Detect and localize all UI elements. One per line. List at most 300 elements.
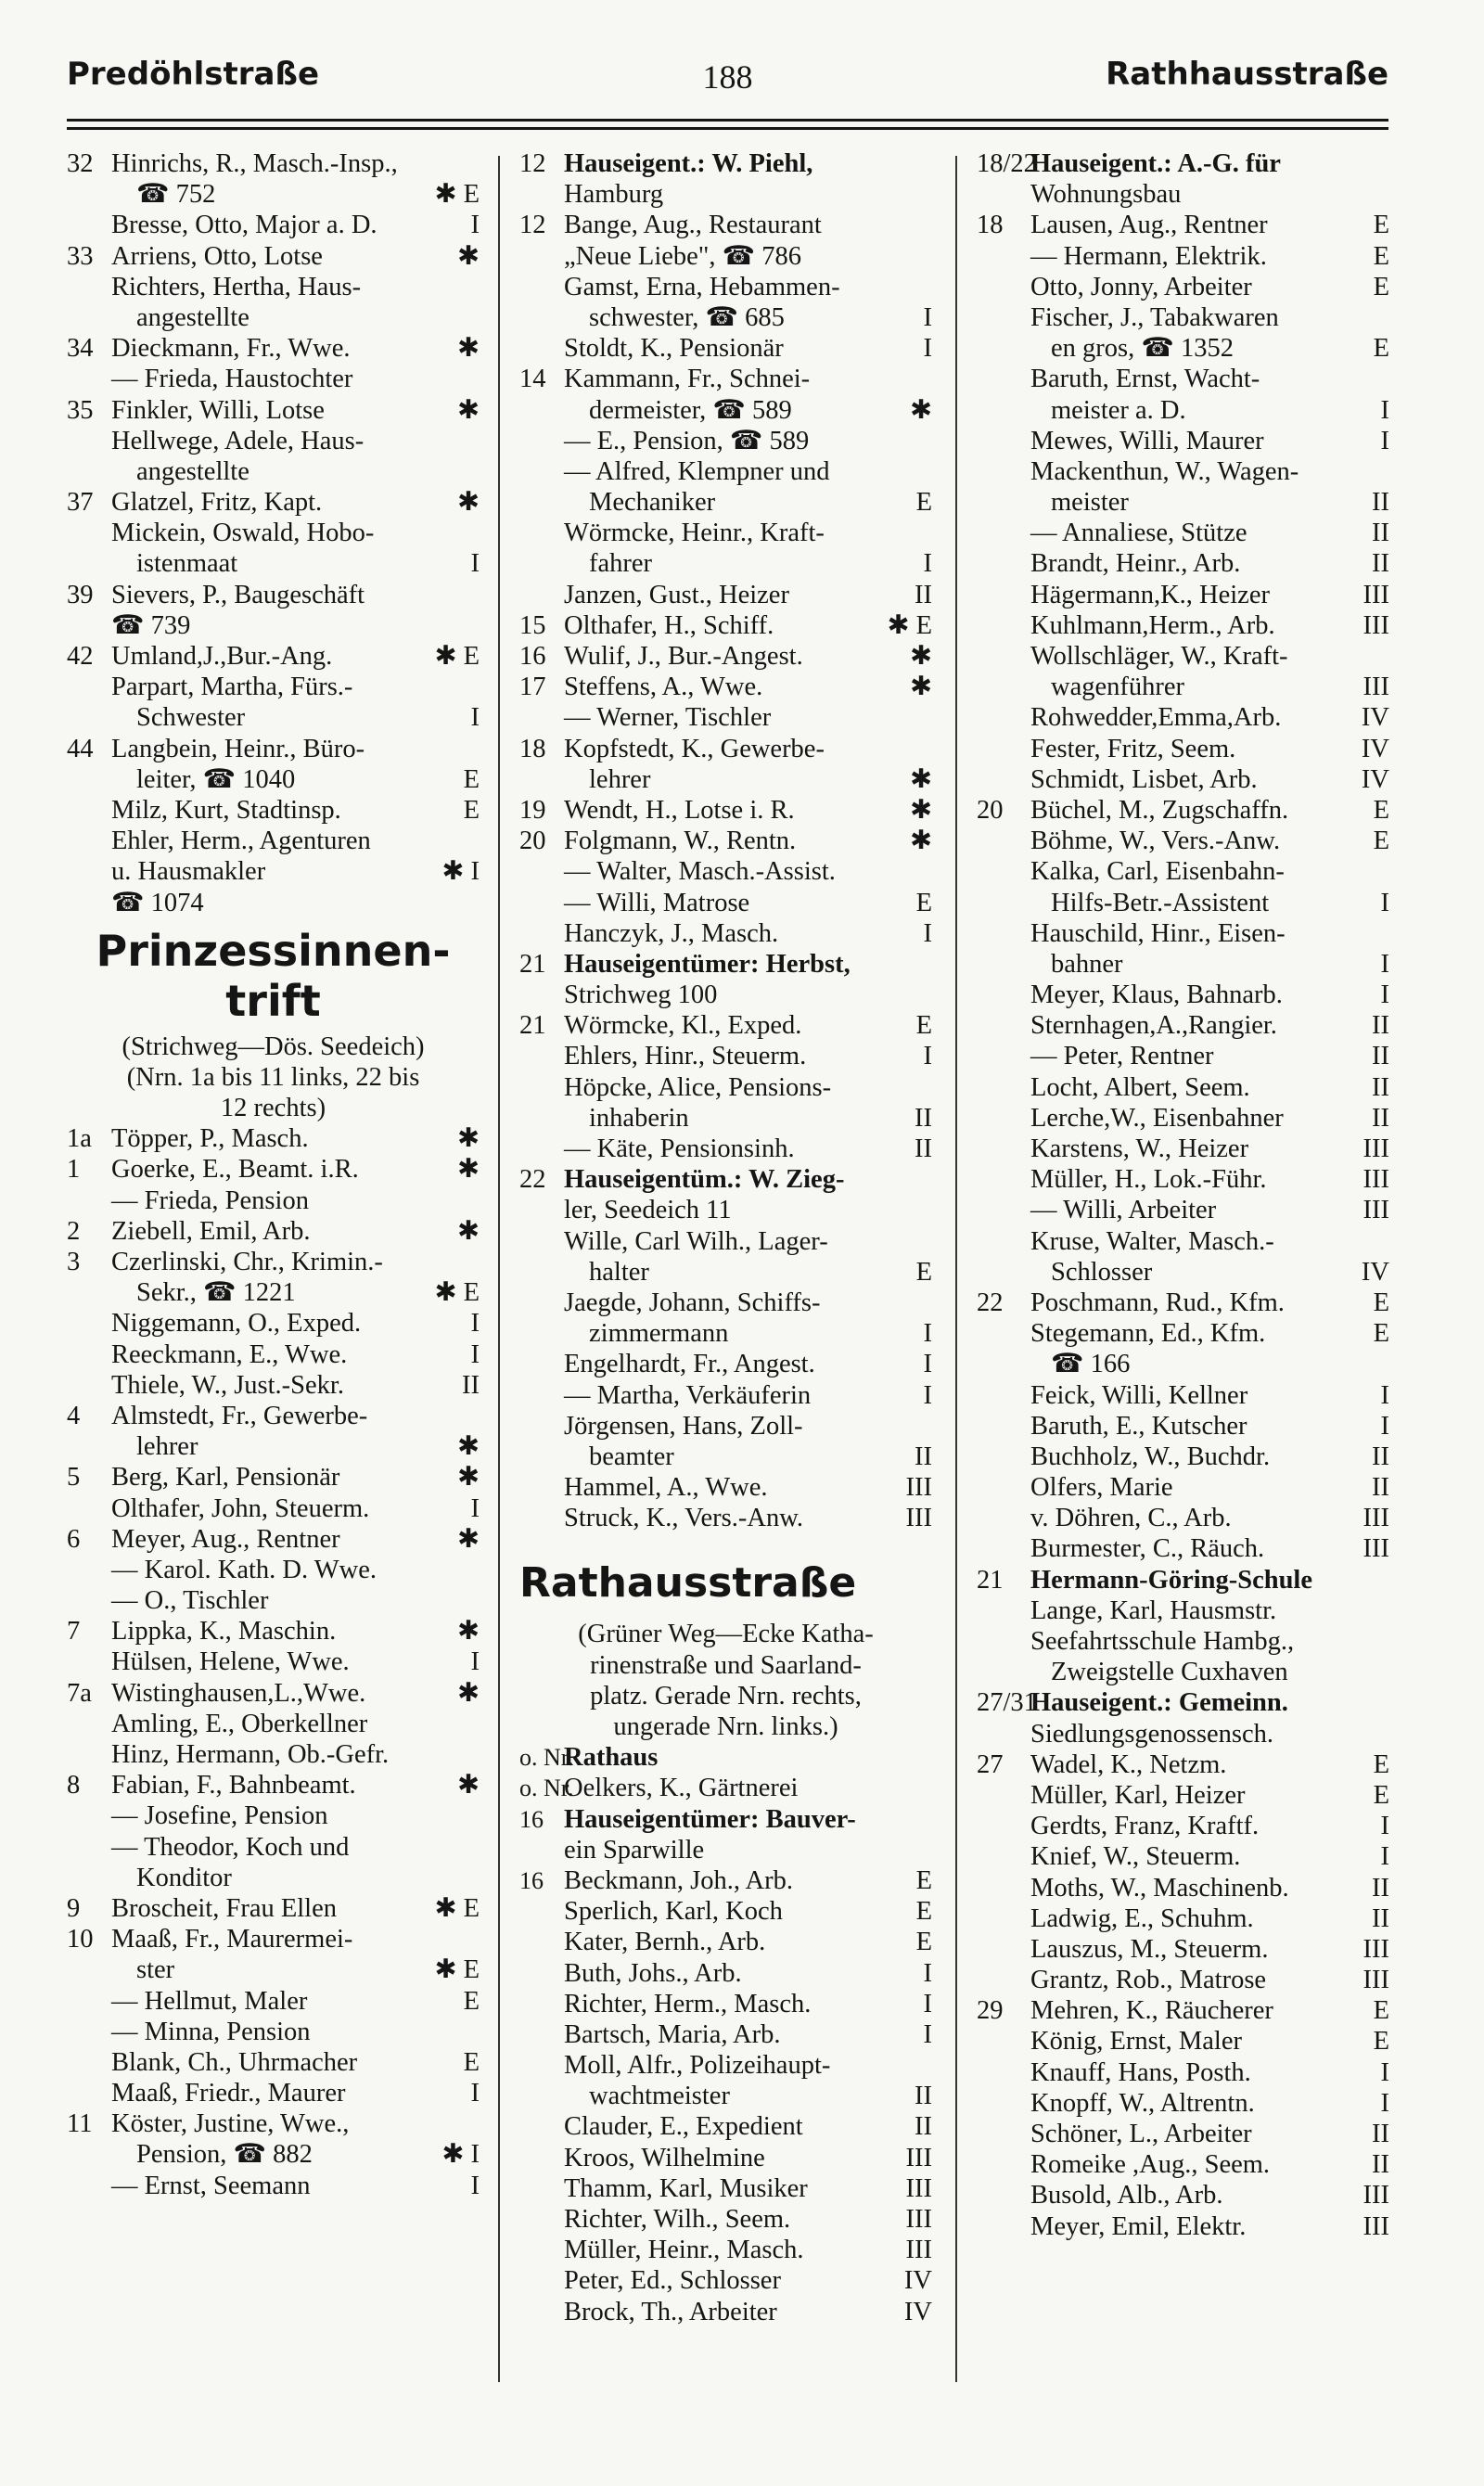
entry-text: Lerche,W., Eisenbahner [1030, 1103, 1284, 1133]
directory-entry [977, 826, 1389, 856]
directory-entry [67, 1247, 480, 1277]
floor-marker: II [915, 2112, 932, 2142]
directory-entry [67, 2171, 480, 2201]
section-description: (Strichweg—Dös. Seedeich) [122, 1032, 425, 1061]
floor-marker: E [463, 1986, 480, 2016]
section-description: (Grüner Weg—Ecke Katha- [578, 1620, 874, 1649]
entry-text: Wadel, K., Netzm. [1030, 1749, 1227, 1779]
entry-list [67, 148, 480, 918]
floor-marker: III [905, 1473, 932, 1503]
directory-entry [977, 1318, 1389, 1349]
floor-marker: I [1380, 426, 1389, 455]
directory-entry [977, 1503, 1389, 1533]
floor-marker: I [1380, 949, 1389, 979]
directory-entry [67, 1308, 480, 1339]
entry-text: Hülsen, Helene, Wwe. [111, 1647, 350, 1677]
entry-text: — Käte, Pensionsinh. [564, 1134, 795, 1163]
entry-text: — Walter, Masch.-Assist. [564, 857, 836, 887]
floor-marker: I [1380, 1380, 1389, 1410]
floor-marker: ✱ [457, 1524, 480, 1554]
directory-entry [519, 888, 932, 918]
floor-marker: I [923, 918, 932, 948]
floor-marker: III [1362, 1196, 1389, 1225]
house-number: 33 [67, 241, 94, 271]
directory-entry [67, 1462, 480, 1493]
entry-text: ler, Seedeich 11 [564, 1196, 732, 1225]
floor-marker: I [470, 549, 480, 579]
floor-marker: II [1372, 1442, 1389, 1471]
entry-text: Steffens, A., Wwe. [564, 673, 763, 702]
column-divider [955, 156, 957, 2382]
floor-marker: ✱ [457, 1432, 480, 1462]
floor-marker: I [923, 1042, 932, 1071]
house-number: 12 [519, 149, 546, 178]
directory-entry [977, 764, 1389, 795]
directory-entry [519, 980, 932, 1010]
directory-entry [67, 1216, 480, 1247]
entry-text: — Willi, Matrose [564, 888, 750, 917]
entry-text: — Hermann, Elektrik. [1030, 241, 1267, 271]
directory-entry [519, 2081, 932, 2111]
house-number: 5 [67, 1463, 81, 1493]
entry-text: Olthafer, John, Steuerm. [111, 1493, 370, 1523]
directory-entry [977, 1657, 1389, 1687]
floor-marker: II [915, 580, 932, 609]
directory-entry [519, 795, 932, 826]
entry-text: lehrer [136, 1432, 198, 1462]
entry-text: Baruth, Ernst, Wacht- [1030, 365, 1260, 394]
directory-entry [519, 764, 932, 795]
floor-marker: I [923, 302, 932, 332]
floor-marker: III [1362, 610, 1389, 640]
entry-text: Wollschläger, W., Kraft- [1030, 642, 1288, 671]
header-rule [67, 127, 1388, 130]
entry-text: Schlosser [1051, 1257, 1153, 1287]
house-number: 7 [67, 1617, 81, 1647]
directory-entry [67, 1893, 480, 1924]
floor-marker: I [470, 2079, 480, 2108]
entry-text: Folgmann, W., Rentn. [564, 827, 797, 856]
directory-entry [67, 1185, 480, 1216]
directory-entry [519, 1411, 932, 1442]
entry-text: Wohnungsbau [1030, 180, 1182, 210]
directory-entry [977, 1965, 1389, 1995]
entry-text: Jaegde, Johann, Schiffs- [564, 1288, 821, 1317]
floor-marker: ✱ E [434, 1955, 480, 1985]
entry-text: Kruse, Walter, Masch.- [1030, 1226, 1274, 1256]
floor-marker: IV [1361, 734, 1389, 763]
directory-entry [977, 580, 1389, 610]
floor-marker: ✱ E [434, 642, 480, 671]
entry-text: Beckmann, Joh., Arb. [564, 1865, 793, 1895]
entry-text: Müller, H., Lok.-Führ. [1030, 1165, 1267, 1195]
floor-marker: ✱ [457, 1124, 480, 1154]
floor-marker: III [1362, 1934, 1389, 1964]
entry-text: angestellte [136, 456, 249, 486]
entry-text: Rathaus [564, 1743, 659, 1773]
floor-marker: III [1362, 2211, 1389, 2241]
entry-text: Bange, Aug., Restaurant [564, 211, 822, 240]
directory-entry [977, 918, 1389, 949]
directory-entry [977, 734, 1389, 764]
house-number: 27 [977, 1749, 1004, 1779]
directory-entry [67, 610, 480, 641]
floor-marker: I [470, 1339, 480, 1369]
house-number: 21 [977, 1565, 1004, 1595]
floor-marker: I [923, 1958, 932, 1988]
entry-text: Mehren, K., Räucherer [1030, 1996, 1273, 2026]
floor-marker: E [463, 795, 480, 825]
floor-marker: E [1373, 334, 1389, 364]
floor-marker: II [1372, 549, 1389, 579]
directory-entry [67, 1431, 480, 1462]
column-2 [519, 148, 932, 2327]
entry-text: schwester, ☎ 685 [589, 302, 785, 332]
floor-marker: III [905, 2173, 932, 2203]
floor-marker: III [1362, 1534, 1389, 1564]
entry-text: Broscheit, Frau Ellen [111, 1893, 337, 1923]
directory-entry [519, 1742, 932, 1773]
directory-entry [67, 1123, 480, 1154]
directory-entry [977, 1687, 1389, 1718]
entry-text: Wörmcke, Heinr., Kraft- [564, 519, 825, 548]
entry-text: ☎ 1074 [111, 888, 204, 917]
entry-text: Romeike ,Aug., Seem. [1030, 2150, 1271, 2180]
entry-text: Maaß, Friedr., Maurer [111, 2079, 346, 2108]
floor-marker: ✱ E [434, 1278, 480, 1308]
entry-list [67, 1123, 480, 2201]
floor-marker: I [1380, 1842, 1389, 1872]
directory-entry [67, 1524, 480, 1555]
entry-text: u. Hausmakler [111, 857, 266, 887]
section-description: platz. Gerade Nrn. rechts, [590, 1681, 862, 1711]
entry-text: Höpcke, Alice, Pensions- [564, 1072, 832, 1102]
section-title: Prinzessinnen- [96, 925, 451, 976]
directory-entry [519, 1318, 932, 1349]
entry-text: Lausen, Aug., Rentner [1030, 211, 1268, 240]
entry-text: Müller, Heinr., Masch. [564, 2236, 804, 2265]
section-description: ungerade Nrn. links.) [613, 1712, 838, 1741]
directory-entry [519, 395, 932, 426]
directory-entry [977, 1749, 1389, 1780]
entry-text: Milz, Kurt, Stadtinsp. [111, 795, 341, 825]
house-number: 11 [67, 2109, 93, 2139]
floor-marker: III [905, 2143, 932, 2172]
house-number: 20 [977, 795, 1004, 825]
directory-entry [67, 1739, 480, 1770]
house-number: 18 [977, 211, 1004, 240]
entry-text: dermeister, ☎ 589 [589, 395, 792, 425]
directory-entry [67, 1647, 480, 1677]
directory-entry [977, 1349, 1389, 1379]
entry-text: Struck, K., Vers.-Anw. [564, 1504, 804, 1533]
entry-text: Dieckmann, Fr., Wwe. [111, 334, 351, 364]
entry-text: Ziebell, Emil, Arb. [111, 1216, 311, 1246]
entry-text: Gerdts, Franz, Kraftf. [1030, 1812, 1260, 1841]
entry-text: Thiele, W., Just.-Sekr. [111, 1370, 344, 1400]
section-title: Rathausstraße [519, 1559, 857, 1608]
entry-list [519, 148, 932, 1533]
entry-text: angestellte [136, 302, 249, 332]
entry-text: Sievers, P., Baugeschäft [111, 580, 365, 609]
directory-entry [67, 2078, 480, 2108]
house-number: 6 [67, 1524, 81, 1554]
directory-entry [519, 734, 932, 764]
directory-entry [977, 302, 1389, 333]
entry-text: Bresse, Otto, Major a. D. [111, 211, 377, 240]
floor-marker: E [1373, 1749, 1389, 1779]
entry-text: Hauschild, Hinr., Eisen- [1030, 918, 1286, 948]
column-divider [498, 156, 500, 2382]
floor-marker: I [1380, 2057, 1389, 2087]
entry-text: Fabian, F., Bahnbeamt. [111, 1771, 356, 1800]
entry-text: Umland,J.,Bur.-Ang. [111, 642, 333, 671]
entry-text: — Theodor, Koch und [111, 1832, 350, 1862]
floor-marker: E [1373, 827, 1389, 856]
directory-entry [977, 1533, 1389, 1564]
house-number: 17 [519, 673, 546, 702]
entry-text: Rohwedder,Emma,Arb. [1030, 703, 1282, 733]
directory-entry [519, 1010, 932, 1041]
entry-text: Bartsch, Maria, Arb. [564, 2019, 781, 2049]
entry-text: — Karol. Kath. D. Wwe. [111, 1555, 377, 1584]
directory-entry [519, 610, 932, 641]
directory-entry [67, 241, 480, 272]
directory-entry [977, 179, 1389, 210]
floor-marker: IV [1361, 764, 1389, 794]
directory-entry [519, 1773, 932, 1803]
entry-text: Lippka, K., Maschin. [111, 1617, 337, 1647]
directory-entry [977, 2088, 1389, 2119]
directory-entry [67, 1770, 480, 1800]
directory-entry [977, 2119, 1389, 2149]
house-number: o. Nr. [519, 1775, 574, 1802]
floor-marker: ✱ [910, 673, 932, 702]
floor-marker: I [923, 1380, 932, 1410]
directory-entry [67, 702, 480, 733]
house-number: 1 [67, 1155, 81, 1185]
floor-marker: I [1380, 1812, 1389, 1841]
entry-text: Meyer, Klaus, Bahnarb. [1030, 980, 1283, 1010]
floor-marker: I [470, 211, 480, 240]
entry-text: Finkler, Willi, Lotse [111, 395, 325, 425]
directory-entry [519, 1257, 932, 1288]
entry-text: Grantz, Rob., Matrose [1030, 1966, 1267, 1995]
entry-text: Richter, Wilh., Seem. [564, 2205, 791, 2234]
directory-entry [67, 1555, 480, 1585]
entry-text: Fischer, J., Tabakwaren [1030, 302, 1279, 332]
entry-text: Köster, Justine, Wwe., [111, 2109, 350, 2139]
entry-text: Peter, Ed., Schlosser [564, 2266, 781, 2296]
floor-marker: I [1380, 2088, 1389, 2118]
directory-entry [67, 1277, 480, 1308]
directory-entry [519, 1896, 932, 1927]
entry-text: Ehler, Herm., Agenturen [111, 827, 371, 856]
floor-marker: ✱ I [441, 2140, 480, 2170]
floor-marker: E [915, 1928, 932, 1957]
directory-entry [67, 734, 480, 764]
floor-marker: II [1372, 1903, 1389, 1933]
directory-entry [519, 2111, 932, 2142]
running-head-right: Rathhausstraße [1106, 56, 1388, 93]
entry-text: Seefahrtsschule Hambg., [1030, 1627, 1295, 1656]
directory-entry [67, 2108, 480, 2139]
directory-entry [67, 1678, 480, 1709]
entry-text: wagenführer [1051, 673, 1185, 702]
floor-marker: ✱ [910, 395, 932, 425]
entry-text: Knief, W., Steuerm. [1030, 1842, 1241, 1872]
directory-entry [67, 1986, 480, 2017]
entry-text: Wörmcke, Kl., Exped. [564, 1011, 802, 1041]
directory-entry [977, 1780, 1389, 1811]
directory-entry [67, 302, 480, 333]
directory-entry [519, 1927, 932, 1957]
house-number: 18/22 [977, 149, 1037, 178]
entry-text: Meyer, Emil, Elektr. [1030, 2211, 1247, 2241]
directory-entry [67, 426, 480, 456]
entry-text: Brandt, Heinr., Arb. [1030, 549, 1241, 579]
directory-entry [977, 672, 1389, 702]
directory-entry [67, 487, 480, 518]
entry-text: Thamm, Karl, Musiker [564, 2173, 808, 2203]
entry-text: „Neue Liebe", ☎ 786 [564, 241, 802, 271]
directory-entry [977, 548, 1389, 579]
entry-list [977, 148, 1389, 2242]
house-number: 34 [67, 334, 94, 364]
floor-marker: II [1372, 1473, 1389, 1503]
house-number: 39 [67, 580, 94, 609]
directory-entry [519, 1835, 932, 1865]
directory-entry [67, 888, 480, 918]
directory-entry [67, 826, 480, 856]
house-number: 8 [67, 1771, 81, 1800]
house-number: 32 [67, 149, 94, 178]
entry-text: Reeckmann, E., Wwe. [111, 1339, 348, 1369]
directory-entry [519, 2204, 932, 2235]
directory-entry [519, 1134, 932, 1164]
house-number: 18 [519, 734, 546, 763]
entry-text: halter [589, 1257, 649, 1287]
directory-entry [977, 1257, 1389, 1288]
section-description: 12 rechts) [220, 1094, 326, 1123]
directory-entry [67, 395, 480, 426]
entry-text: Hauseigentümer: Bauver- [564, 1804, 856, 1834]
entry-text: Zweigstelle Cuxhaven [1051, 1658, 1288, 1687]
directory-entry [67, 1832, 480, 1863]
directory-entry [519, 702, 932, 733]
directory-entry [977, 1226, 1389, 1257]
floor-marker: II [915, 1442, 932, 1471]
directory-entry [977, 2149, 1389, 2180]
entry-text: lehrer [589, 764, 651, 794]
house-number: 22 [977, 1288, 1004, 1317]
floor-marker: E [1373, 1288, 1389, 1317]
entry-text: Meyer, Aug., Rentner [111, 1524, 340, 1554]
entry-text: inhaberin [589, 1103, 689, 1133]
house-number: 22 [519, 1165, 546, 1195]
directory-entry [519, 1349, 932, 1379]
entry-text: — Josefine, Pension [111, 1801, 328, 1831]
directory-entry [519, 1865, 932, 1896]
floor-marker: ✱ [457, 1617, 480, 1647]
house-number: 7a [67, 1678, 92, 1708]
floor-marker: ✱ [457, 1771, 480, 1800]
entry-text: König, Ernst, Maler [1030, 2027, 1242, 2057]
directory-entry [977, 1411, 1389, 1442]
entry-text: — Hellmut, Maler [111, 1986, 308, 2016]
entry-text: Goerke, E., Beamt. i.R. [111, 1155, 359, 1185]
directory-entry [977, 333, 1389, 364]
entry-text: Brock, Th., Arbeiter [564, 2297, 777, 2326]
entry-text: Mechaniker [589, 488, 716, 518]
entry-text: Wendt, H., Lotse i. R. [564, 795, 795, 825]
floor-marker: ✱ [457, 241, 480, 271]
entry-list [519, 1742, 932, 2327]
directory-entry [977, 1195, 1389, 1225]
entry-text: Sekr., ☎ 1221 [136, 1278, 296, 1308]
floor-marker: IV [903, 2297, 932, 2326]
entry-text: Hamburg [564, 180, 664, 210]
entry-text: Hermann-Göring-Schule [1030, 1565, 1312, 1595]
house-number: 9 [67, 1893, 81, 1923]
entry-text: Böhme, W., Vers.-Anw. [1030, 827, 1281, 856]
floor-marker: E [915, 1897, 932, 1927]
directory-entry [977, 1995, 1389, 2026]
floor-marker: E [1373, 1996, 1389, 2026]
directory-entry [519, 2143, 932, 2173]
floor-marker: II [1372, 519, 1389, 548]
house-number: 10 [67, 1925, 94, 1954]
directory-entry [519, 1226, 932, 1257]
entry-text: Ehlers, Hinr., Steuerm. [564, 1042, 807, 1071]
entry-text: Glatzel, Fritz, Kapt. [111, 488, 323, 518]
floor-marker: ✱ [910, 827, 932, 856]
entry-text: Buchholz, W., Buchdr. [1030, 1442, 1271, 1471]
entry-text: istenmaat [136, 549, 238, 579]
directory-entry [67, 1863, 480, 1893]
directory-entry [977, 1041, 1389, 1071]
floor-marker: III [1362, 580, 1389, 609]
floor-marker: III [1362, 2181, 1389, 2210]
entry-text: Mickein, Oswald, Hobo- [111, 519, 375, 548]
section-heading [67, 926, 480, 1026]
floor-marker: ✱ [457, 395, 480, 425]
floor-marker: ✱ [910, 795, 932, 825]
directory-entry [977, 980, 1389, 1010]
floor-marker: III [1362, 1165, 1389, 1195]
entry-text: — Willi, Arbeiter [1030, 1196, 1217, 1225]
entry-text: Baruth, E., Kutscher [1030, 1411, 1247, 1441]
entry-text: leiter, ☎ 1040 [136, 764, 296, 794]
floor-marker: III [905, 2236, 932, 2265]
entry-text: Mackenthun, W., Wagen- [1030, 456, 1299, 486]
entry-text: Lange, Karl, Hausmstr. [1030, 1595, 1277, 1625]
entry-text: Moths, W., Maschinenb. [1030, 1873, 1289, 1903]
directory-entry [67, 1616, 480, 1647]
floor-marker: II [915, 1103, 932, 1133]
directory-entry [977, 1719, 1389, 1749]
floor-marker: E [915, 888, 932, 917]
entry-text: Pension, ☎ 882 [136, 2140, 313, 2170]
entry-text: Locht, Albert, Seem. [1030, 1072, 1250, 1102]
directory-entry [977, 1103, 1389, 1134]
directory-entry [519, 1041, 932, 1071]
entry-text: Stoldt, K., Pensionär [564, 334, 784, 364]
directory-entry [519, 1442, 932, 1472]
house-number: 21 [519, 1011, 546, 1041]
directory-entry [519, 364, 932, 394]
floor-marker: I [923, 1989, 932, 2018]
